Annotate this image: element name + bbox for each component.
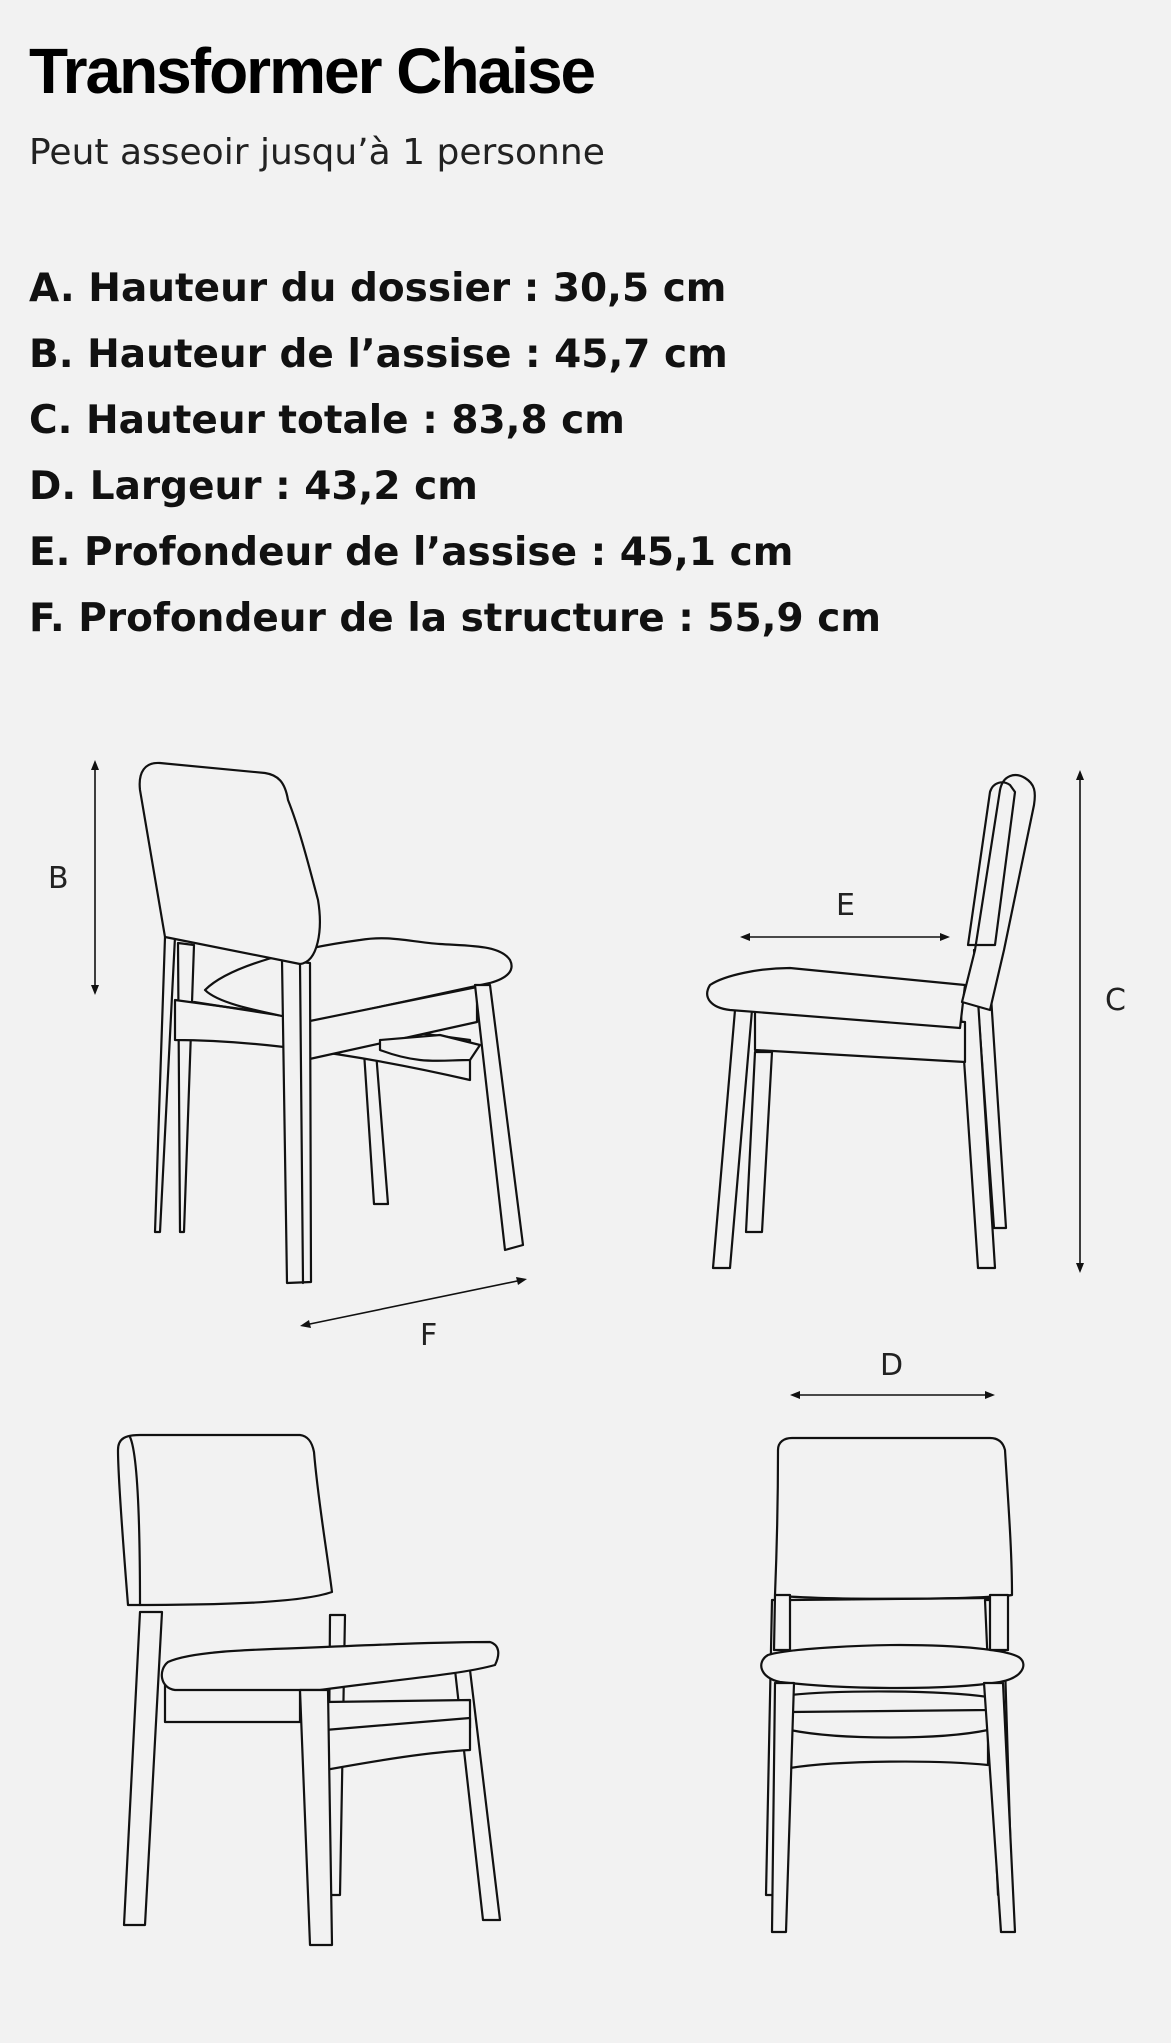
dimension-e-label: E bbox=[836, 888, 855, 923]
dimension-b-label: B bbox=[48, 861, 69, 896]
dimension-e-arrow bbox=[740, 933, 950, 941]
seating-capacity: Peut asseoir jusqu’à 1 personne bbox=[29, 132, 605, 173]
spec-back-height: A. Hauteur du dossier : 30,5 cm bbox=[29, 266, 727, 311]
chair-view-rear bbox=[118, 1435, 500, 1945]
dimension-b-arrow bbox=[91, 760, 99, 995]
dimension-d-label: D bbox=[880, 1348, 904, 1383]
dimension-d-arrow bbox=[790, 1391, 995, 1399]
chair-view-three-quarter bbox=[140, 763, 523, 1283]
spec-seat-height: B. Hauteur de l’assise : 45,7 cm bbox=[29, 332, 728, 377]
spec-frame-depth: F. Profondeur de la structure : 55,9 cm bbox=[29, 596, 881, 641]
chair-view-side bbox=[707, 775, 1035, 1268]
chair-view-front bbox=[761, 1438, 1023, 1932]
dimension-f-label: F bbox=[420, 1318, 438, 1353]
spec-width: D. Largeur : 43,2 cm bbox=[29, 464, 478, 509]
spec-seat-depth: E. Profondeur de l’assise : 45,1 cm bbox=[29, 530, 794, 575]
dimension-f-arrow bbox=[300, 1277, 527, 1328]
product-title: Transformer Chaise bbox=[29, 35, 595, 107]
dimension-c-arrow bbox=[1076, 770, 1084, 1273]
dimension-c-label: C bbox=[1105, 983, 1126, 1018]
spec-total-height: C. Hauteur totale : 83,8 cm bbox=[29, 398, 625, 443]
